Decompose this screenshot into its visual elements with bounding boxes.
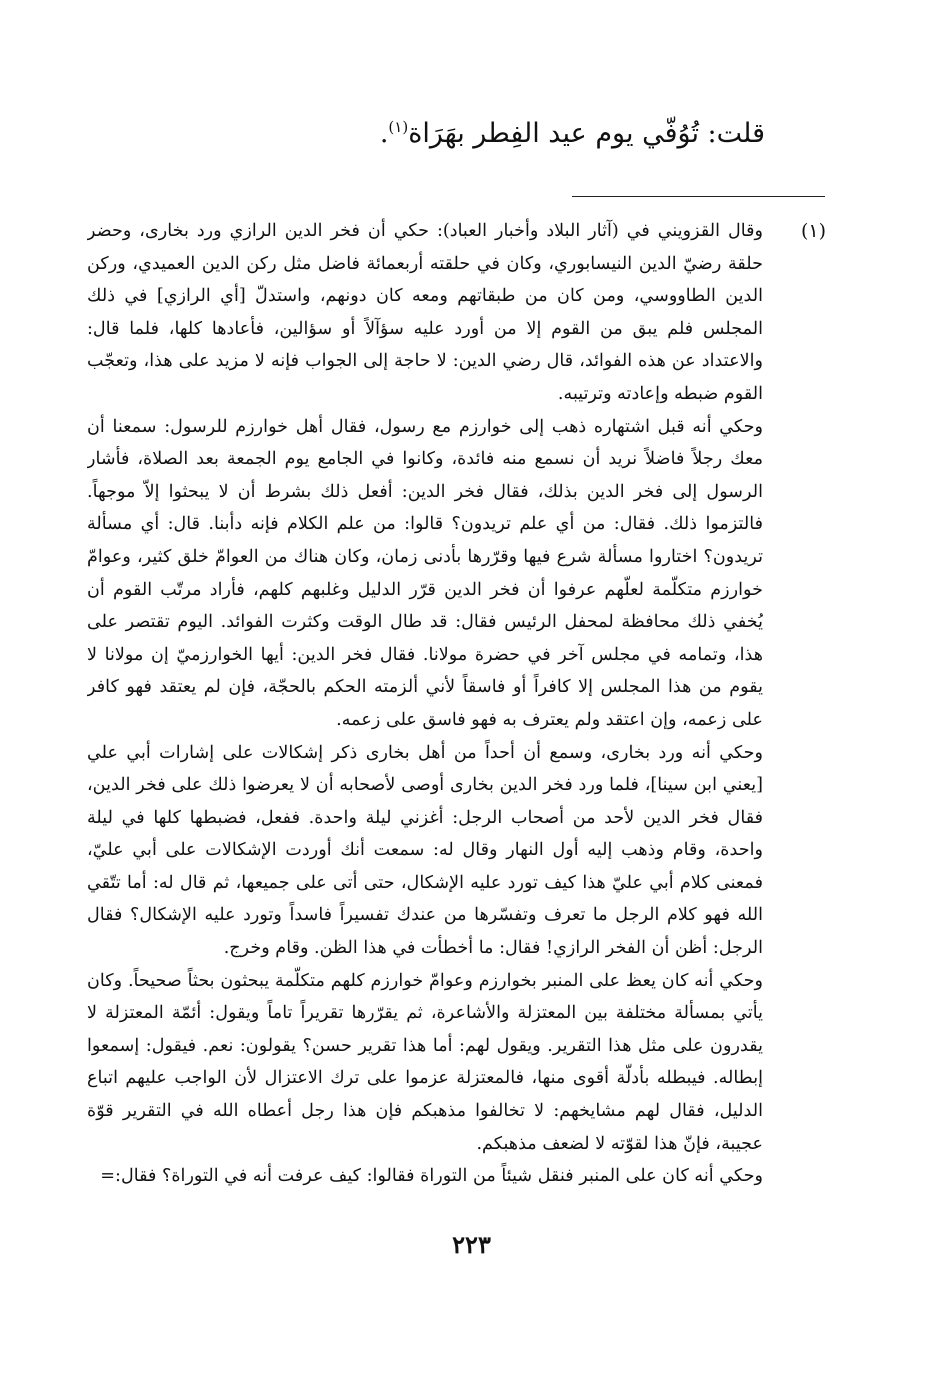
main-text-end: . (379, 118, 389, 149)
footnote-marker: (١) (800, 220, 826, 242)
footnote-paragraph: وحكي أنه كان على المنبر فنقل شيئاً من التوراة فقالوا: كيف عرفت أنه في التوراة؟ فقال:= (100, 1166, 763, 1187)
footnote-reference: (١) (388, 118, 409, 136)
footnote-separator (572, 196, 825, 197)
footnote-paragraph: وحكي أنه قبل اشتهاره ذهب إلى خوارزم مع رسول، فقال أهل خوارزم للرسول: سمعنا أن معك رجلاً فاضلاً نريد أن نسمع منه فائدة، وكانوا في الجامع يوم الجمعة بعد الصلاة، فأشار الرسول إلى فخر الدين بذلك، فقال فخر الدين: أفعل ذلك بشرط أن لا يبحثوا إلاّ موجهاً. فالتزموا ذلك. فقال: من أي علم تريدون؟ قالوا: من علم الكلام فإنه دأبنا. قال: أي مسألة تريدون؟ اختاروا مسألة شرع فيها وقرّرها بأدنى زمان، وكان هناك من العوامّ خلق كثير، وعوامّ خوارزم متكلّمة لعلّهم عرفوا أن فخر الدين قرّر الدليل وغلبهم كلهم، فأراد مرتّب القوم أن يُخفي ذلك محافظة لمحفل الرئيس فقال: قد طال الوقت وكثرت الفوائد. اليوم تقتصر على هذا، وتمامه في مجلس آخر في حضرة مولانا. فقال فخر الدين: أيها الخوارزميّ إن مولانا لا يقوم من هذا المجلس إلا كافراً أو فاسقاً لأني ألزمته الحكم بالحجّة، فإن لم يعتقد فهو كافر على زعمه، وإن اعتقد ولم يعترف به فهو فاسق على زعمه. (87, 416, 763, 730)
footnote-paragraph: وحكي أنه ورد بخارى، وسمع أن أحداً من أهل بخارى ذكر إشكالات على إشارات أبي علي [يعني ابن سينا]، فلما ورد فخر الدين بخارى أوصى لأصحابه أن لا يعرضوا ذلك على فخر الدين، فقال فخر الدين لأحد من أصحاب الرجل: أغزني ليلة واحدة. ففعل، فضبطها كلها في ليلة واحدة، وقام وذهب إليه أول النهار وقال له: سمعت أنك أوردت الإشكالات على أبي عليّ، فمعنى كلام أبي عليّ هذا كيف تورد عليه الإشكال، حتى أتى على جميعها، ثم قال له: أما تتّقي الله فهو كلام الرجل ما تعرف وتفسّرها من عندك تفسيراً فاسداً وتورد عليه الإشكال؟ فقال الرجل: أظن أن الفخر الرازي! فقال: ما أخطأت في هذا الظن. وقام وخرج. (87, 742, 763, 959)
main-text: قلت: تُوُفّي يوم عيد الفِطر بهَرَاة (408, 118, 765, 149)
footnote-paragraph: وقال القزويني في (آثار البلاد وأخبار العباد): حكي أن فخر الدين الرازي ورد بخارى، وحضر حلقة رضيّ الدين النيسابوري، وكان في حلقته أربعمائة فاضل مثل ركن الدين العميدي، وركن الدين الطاووسي، ومن كان من طبقاتهم ومعه كان دونهم، واستدلّ [أي الرازي] في ذلك المجلس فلم يبق من القوم إلا من أورد عليه سؤآلاً أو سؤالين، فأعادها كلها، فلما قال: والاعتداد عن هذه الفوائد، قال رضي الدين: لا حاجة إلى الجواب فإنه لا مزيد على هذا، وتعجّب القوم ضبطه وإعادته وترتيبه. (87, 221, 763, 404)
footnote-body (87, 215, 763, 1193)
footnote-paragraph: وحكي أنه كان يعظ على المنبر بخوارزم وعوامّ خوارزم كلهم متكلّمة يبحثون بحثاً صحيحاً. وكان يأتي بمسألة مختلفة بين المعتزلة والأشاعرة، ثم يقرّرها تقريراً تاماً ويقول: أئمّة المعتزلة لا يقدرون على مثل هذا التقرير. ويقول لهم: أما هذا تقرير حسن؟ يقولون: نعم. فيقول: إسمعوا إبطاله. فيبطله بأدلّة أقوى منها، فالمعتزلة عزموا على ترك الاعتزال لأن الواجب عليهم اتباع الدليل، فقال لهم مشايخهم: لا تخالفوا مذهبكم فإن هذا رجل أعطاه الله في التقرير قوّة عجيبة، فإنّ هذا لقوّته لا لضعف مذهبكم. (87, 970, 763, 1154)
page-number: ٢٢٣ (452, 1230, 491, 1259)
main-text-line (100, 102, 765, 159)
